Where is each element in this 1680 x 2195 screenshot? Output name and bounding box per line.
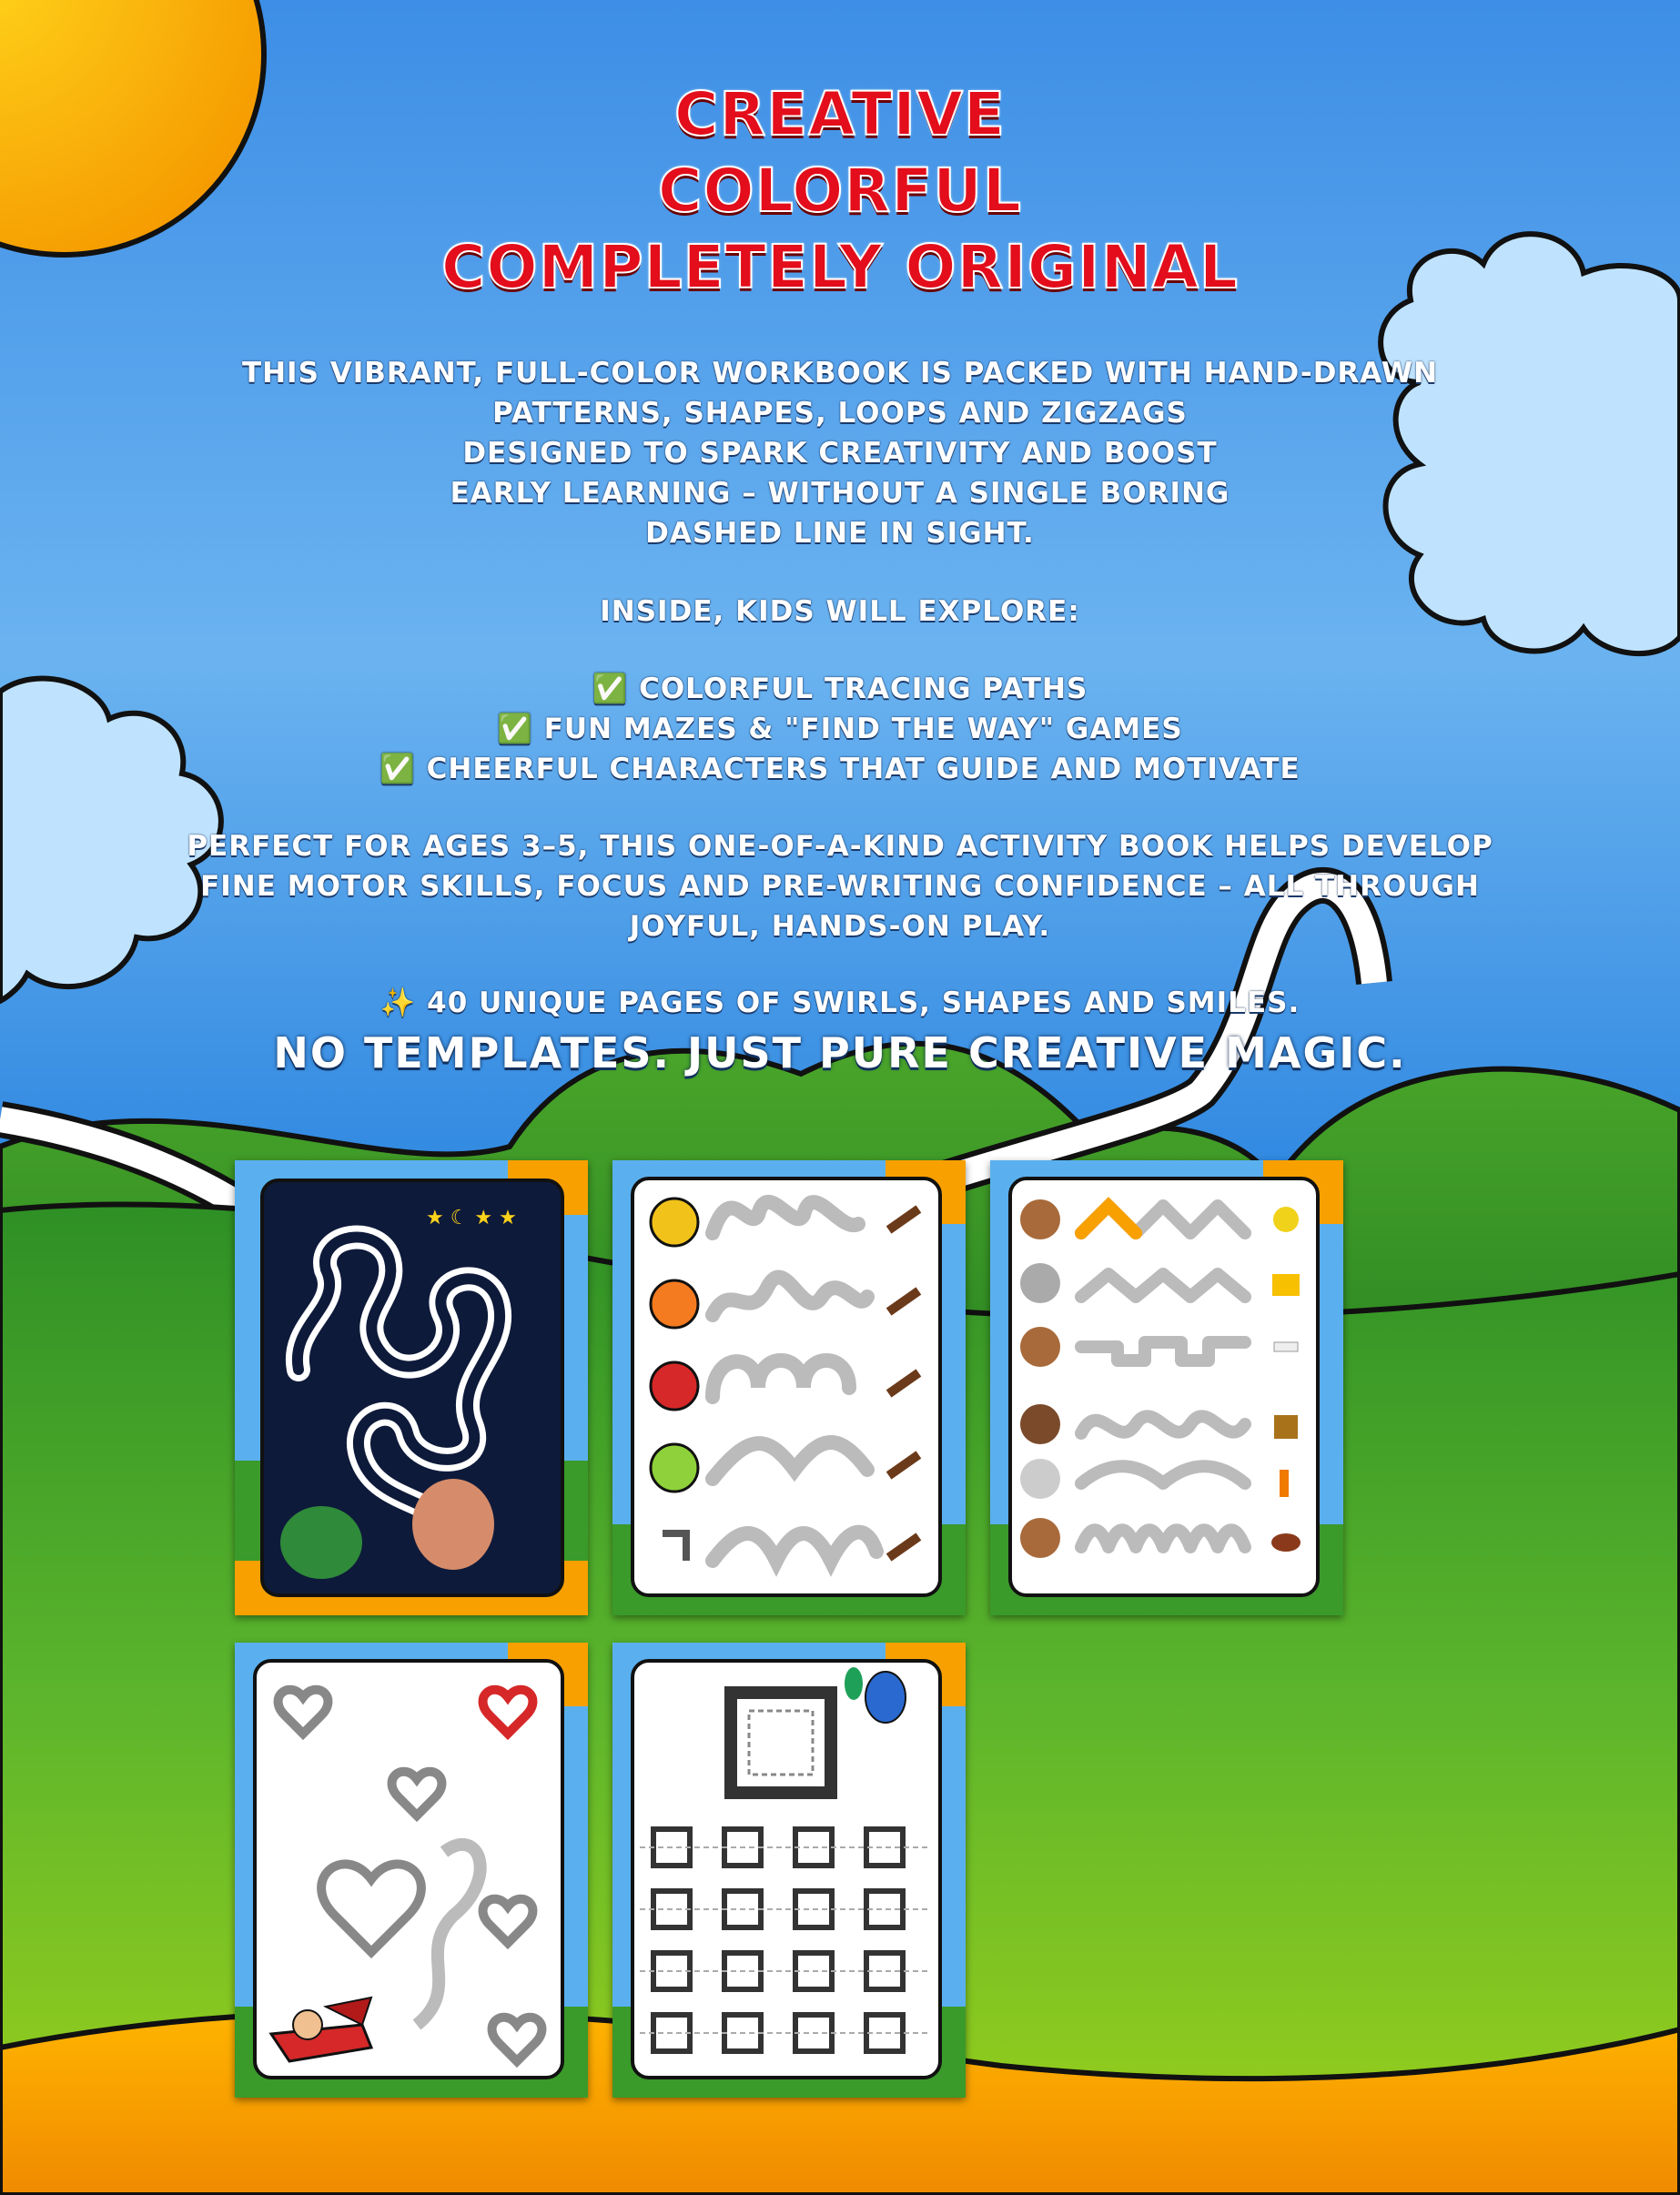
preview-square-tracing [612,1643,966,2098]
perfect-line-2: FINE MOTOR SKILLS, FOCUS AND PRE-WRITING CONFIDENCE – ALL THROUGH [200,870,1480,903]
tagline: NO TEMPLATES. JUST PURE CREATIVE MAGIC. [273,1028,1407,1077]
preview-fruit-loops [612,1160,966,1615]
svg-text:★ ☾ ★ ★: ★ ☾ ★ ★ [426,1207,517,1229]
intro-line-3: DESIGNED TO SPARK CREATIVITY AND BOOST [462,437,1218,470]
headline-line-2: COLORFUL [658,156,1022,226]
headline-line-3: COMPLETELY ORIGINAL [441,232,1239,302]
pages-count-line: ✨ 40 UNIQUE PAGES OF SWIRLS, SHAPES AND SMILES. [380,986,1300,1019]
perfect-line-3: JOYFUL, HANDS-ON PLAY. [629,910,1051,943]
preview-animal-zigzag [990,1160,1343,1615]
feature-line-2: ✅ FUN MAZES & "FIND THE WAY" GAMES [497,713,1183,745]
headline-line-1: CREATIVE [673,79,1007,149]
feature-line-3: ✅ CHEERFUL CHARACTERS THAT GUIDE AND MOTIVATE [380,753,1300,785]
intro-line-1: THIS VIBRANT, FULL-COLOR WORKBOOK IS PACKED WITH HAND-DRAWN [241,357,1439,389]
explore-heading: INSIDE, KIDS WILL EXPLORE: [600,595,1080,628]
preview-hearts-airplane [235,1643,588,2098]
feature-line-1: ✅ COLORFUL TRACING PATHS [592,673,1088,705]
preview-night-maze [235,1160,588,1615]
intro-line-5: DASHED LINE IN SIGHT. [645,517,1035,550]
perfect-line-1: PERFECT FOR AGES 3–5, THIS ONE-OF-A-KIND ACTIVITY BOOK HELPS DEVELOP [187,830,1493,863]
intro-line-2: PATTERNS, SHAPES, LOOPS AND ZIGZAGS [492,397,1188,430]
intro-line-4: EARLY LEARNING – WITHOUT A SINGLE BORING [450,477,1230,510]
